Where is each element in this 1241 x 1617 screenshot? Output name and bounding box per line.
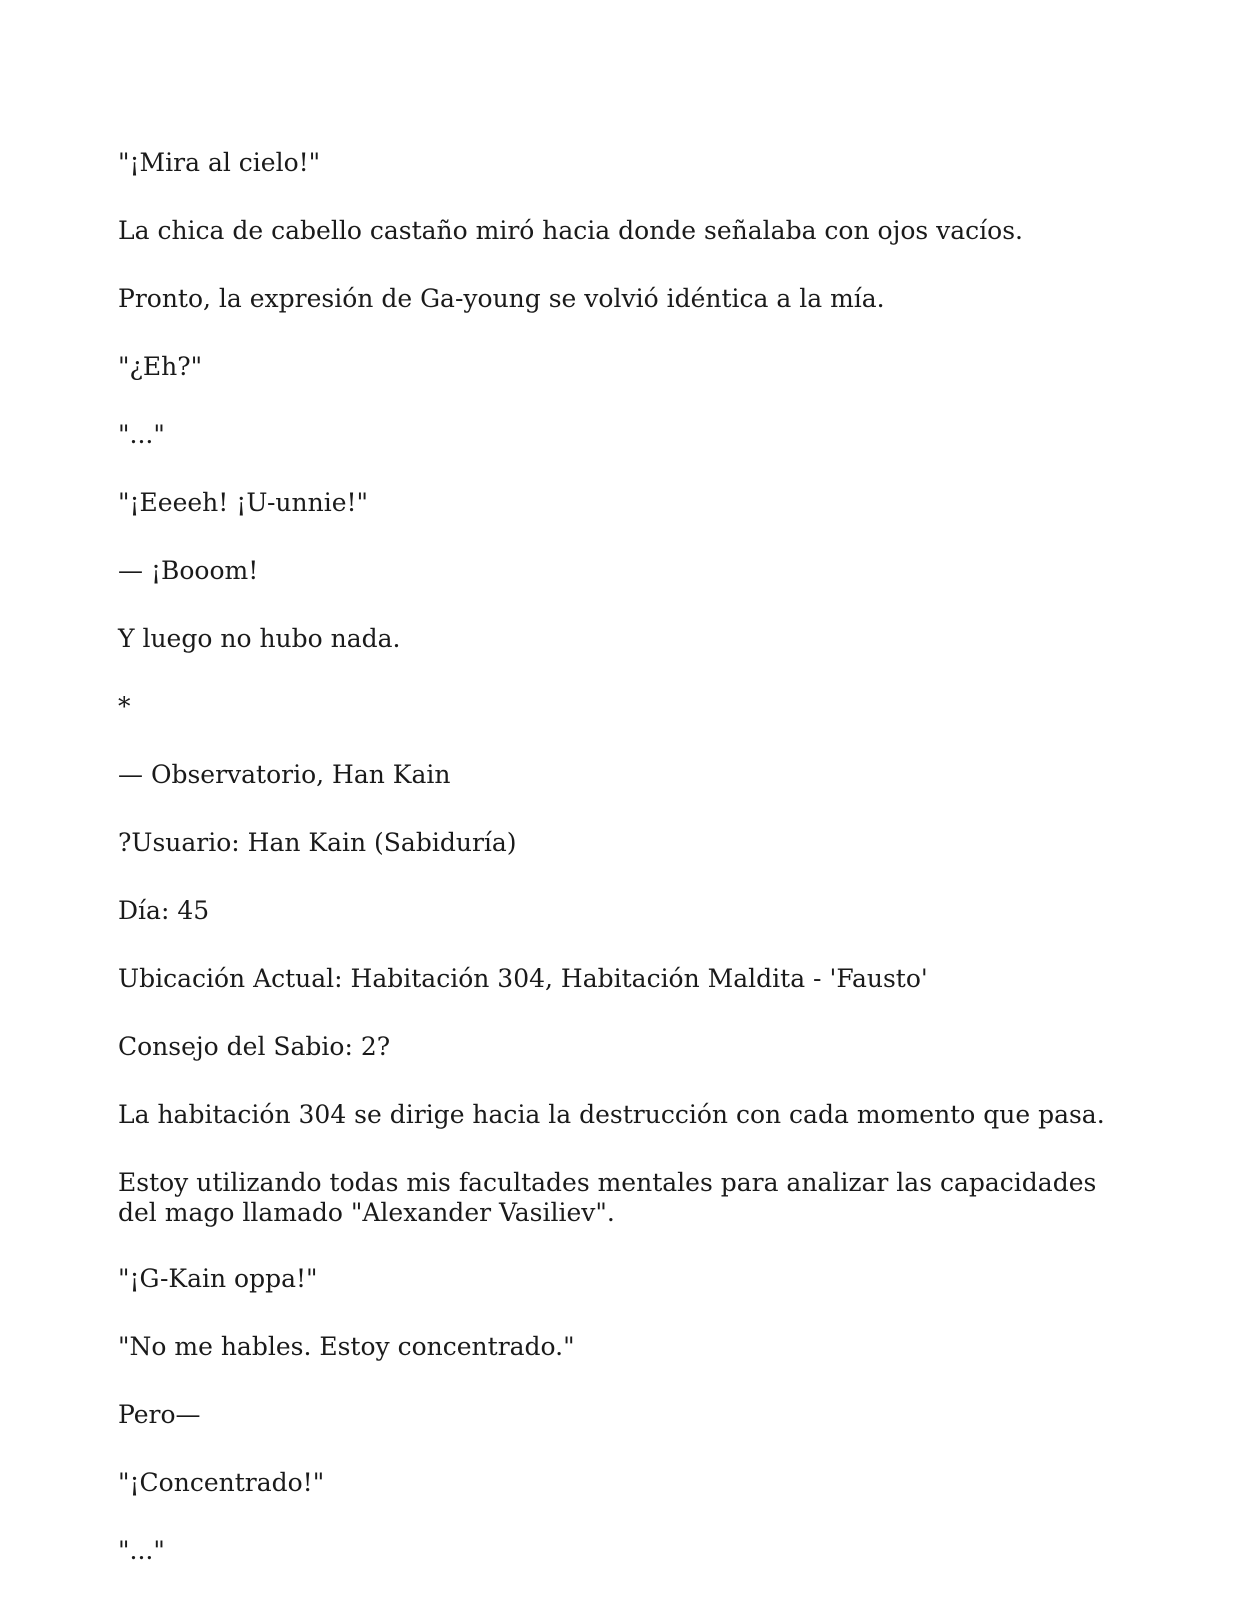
status-line: Día: 45: [118, 896, 210, 925]
status-line: Ubicación Actual: Habitación 304, Habitación Maldita - 'Fausto': [118, 964, 928, 993]
paragraph: "...": [118, 1536, 165, 1565]
paragraph: Pero—: [118, 1400, 201, 1429]
paragraph: Pronto, la expresión de Ga-young se volvió idéntica a la mía.: [118, 284, 885, 313]
paragraph: La habitación 304 se dirige hacia la destrucción con cada momento que pasa.: [118, 1100, 1105, 1129]
paragraph: "...": [118, 420, 165, 449]
paragraph: "¡Mira al cielo!": [118, 148, 321, 177]
paragraph: "¿Eh?": [118, 352, 203, 381]
paragraph: Y luego no hubo nada.: [118, 624, 401, 653]
paragraph: "¡Eeeeh! ¡U-unnie!": [118, 488, 369, 517]
paragraph: Estoy utilizando todas mis facultades mentales para analizar las capacidades del mago llamado "Alexander Vasiliev".: [118, 1168, 1097, 1227]
paragraph: La chica de cabello castaño miró hacia donde señalaba con ojos vacíos.: [118, 216, 1024, 245]
paragraph: "¡G-Kain oppa!": [118, 1264, 318, 1293]
status-line: Consejo del Sabio: 2?: [118, 1032, 391, 1061]
paragraph: — ¡Booom!: [118, 556, 259, 585]
paragraph: "¡Concentrado!": [118, 1468, 325, 1497]
section-heading: — Observatorio, Han Kain: [118, 760, 451, 789]
status-line: ?Usuario: Han Kain (Sabiduría): [118, 828, 517, 857]
scene-break: *: [118, 692, 131, 721]
paragraph: "No me hables. Estoy concentrado.": [118, 1332, 575, 1361]
text-column: [118, 148, 1128, 1604]
